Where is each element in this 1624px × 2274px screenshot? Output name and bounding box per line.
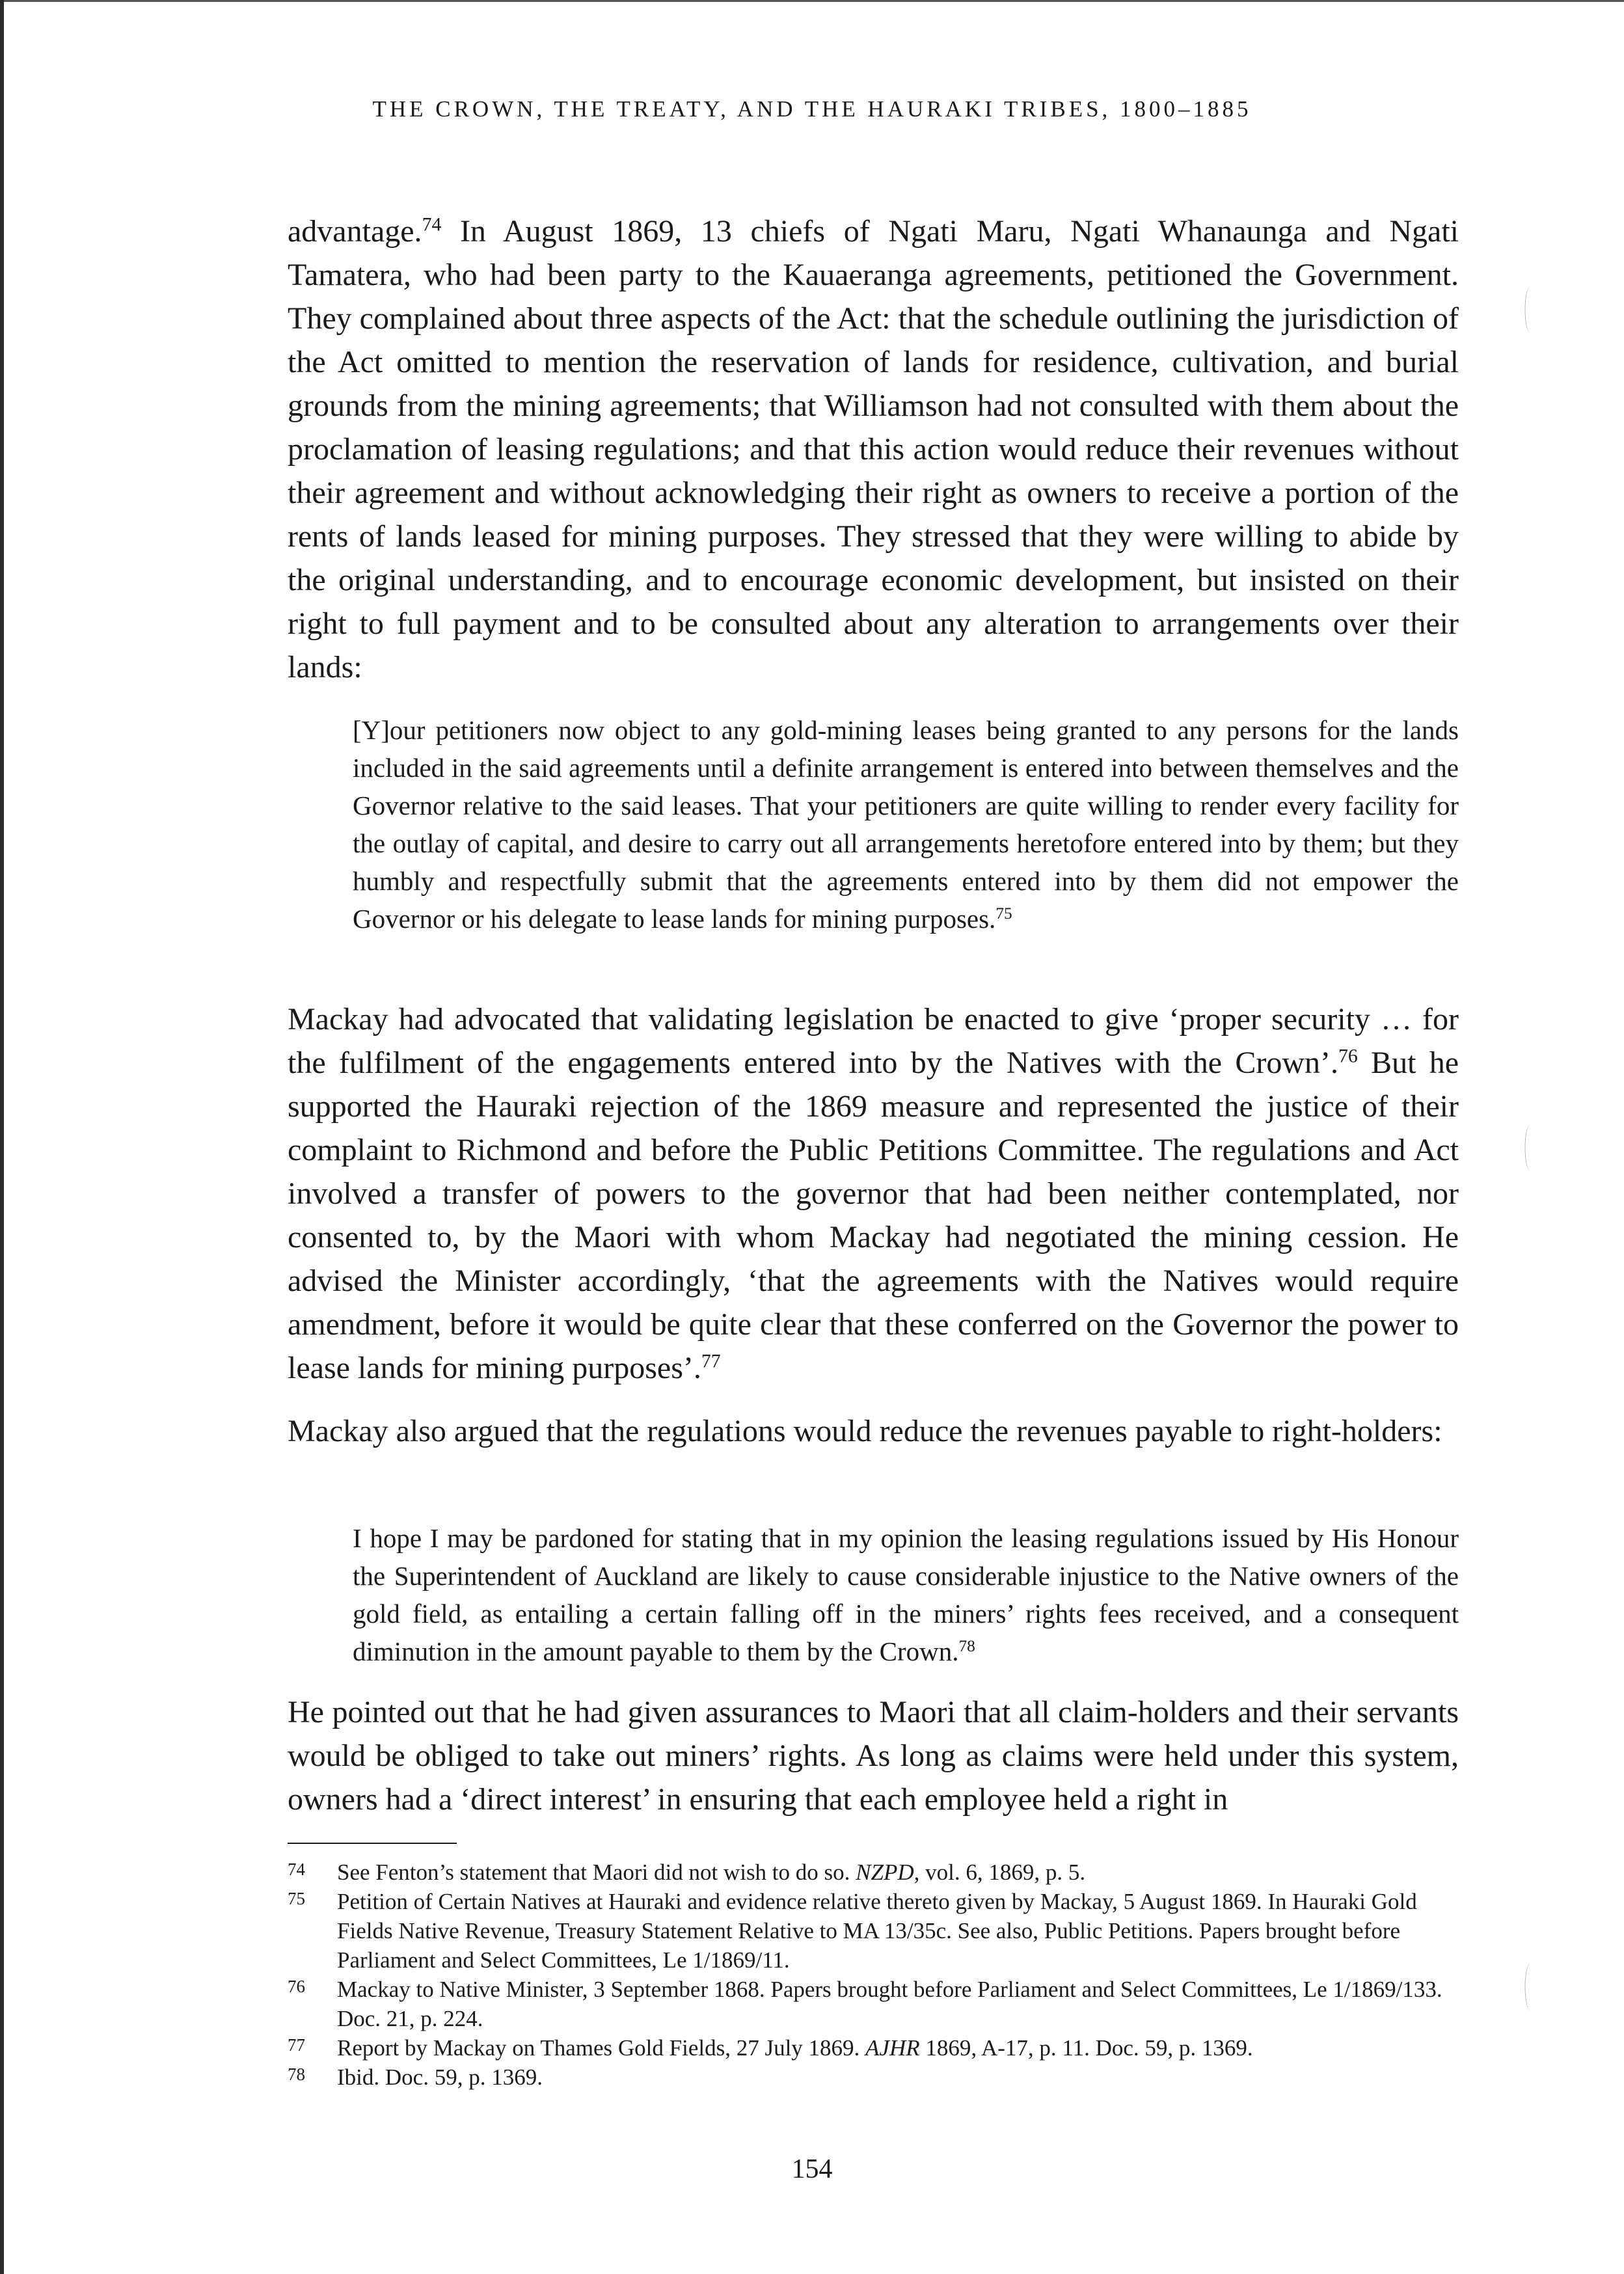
footnote-text: Mackay to Native Minister, 3 September 1868. Papers brought before Parliament and Select Committees, Le 1/1869/133. Doc. 21, p. 224. [337,1977,1442,2031]
margin-binding-mark [1525,1964,1536,2010]
margin-binding-mark [1525,286,1536,333]
footnote-text: Ibid. Doc. 59, p. 1369. [337,2064,543,2090]
footnote-number: 78 [288,2064,305,2084]
paragraph-1-start: advantage. [288,214,422,249]
footnote-74 [288,1858,1459,1887]
block-quote-petition-text: [Y]our petitioners now object to any gold-mining leases being granted to any persons for the lands included in the said agreements until a definite arrangement is entered into between themselves and the Governor relative to the said leases. That your petitioners are quite willing to render every facility for the outlay of capital, and desire to carry out all arrangements heretofore entered into by them; but they humbly and respectfully submit that the agreements entered into by them did not empower the Governor or his delegate to lease lands for mining purposes. [353,715,1459,934]
footnote-ref-75[interactable]: 75 [995,904,1012,923]
footnote-77 [288,2033,1459,2063]
paragraph-4: He pointed out that he had given assurances to Maori that all claim-holders and their servants would be obliged to take out miners’ rights. As long as claims were held under this system, owners had a ‘direct interest’ in ensuring that each employee held a right in [288,1695,1459,1817]
footnote-76 [288,1975,1459,2033]
paragraph-2-start: Mackay had advocated that validating legislation be enacted to give ‘proper security … for the fulfilment of the engagements entered into by the Natives with the Crown’. [288,1002,1459,1080]
footnote-ref-77[interactable]: 77 [701,1350,721,1372]
page-top-edge [0,0,1624,2]
running-head: THE CROWN, THE TREATY, AND THE HAURAKI TRIBES, 1800–1885 [372,96,1252,122]
paragraph-1-rest: In August 1869, 13 chiefs of Ngati Maru, Ngati Whanaunga and Ngati Tamatera, who had been party to the Kauaeranga agreements, petitioned the Government. They complained about three aspects of the Act: that the schedule outlining the jurisdiction of the Act omitted to mention the reservation of lands for residence, cultivation, and burial grounds from the mining agreements; that Williamson had not consulted with them about the proclamation of leasing regulations; and that this action would reduce their revenues without their agreement and without acknowledging their right as owners to receive a portion of the rents of lands leased for mining purposes. They stressed that they were willing to abide by the original understanding, and to encourage economic development, but insisted on their right to full payment and to be consulted about any alteration to arrangements over their lands: [288,214,1459,684]
footnote-rule [288,1843,457,1844]
footnote-ref-76[interactable]: 76 [1338,1045,1358,1067]
block-quote-mackay-text: I hope I may be pardoned for stating that in my opinion the leasing regulations issued by His Honour the Superintendent of Auckland are likely to cause considerable injustice to the Native owners of the gold field, as entailing a certain falling off in the miners’ rights fees received, and a consequent diminution in the amount payable to them by the Crown. [353,1523,1459,1666]
block-quote-petition [353,711,1459,938]
footnote-number: 74 [288,1860,305,1879]
footnote-number: 76 [288,1977,305,1996]
footnote-number: 77 [288,2035,305,2055]
footnotes [288,1858,1459,2092]
footnote-text: See Fenton’s statement that Maori did not wish to do so. NZPD, vol. 6, 1869, p. 5. [337,1860,1086,1885]
margin-binding-mark [1525,1124,1536,1171]
footnote-75 [288,1887,1459,1975]
scan-left-edge [0,0,4,2274]
footnote-ref-78[interactable]: 78 [958,1637,975,1656]
paragraph-2-rest: But he supported the Hauraki rejection of the 1869 measure and represented the justice of their complaint to Richmond and before the Public Petitions Committee. The regulations and Act involved a transfer of powers to the governor that had been neither contemplated, nor consented to, by the Maori with whom Mackay had negotiated the mining cession. He advised the Minister accordingly, ‘that the agreements with the Natives would require amendment, before it would be quite clear that these conferred on the Governor the power to lease lands for mining purposes’. [288,1046,1459,1385]
footnote-ref-74[interactable]: 74 [422,213,442,236]
footnote-number: 75 [288,1889,305,1908]
paragraph-2 [288,997,1459,1390]
block-quote-mackay [353,1519,1459,1670]
paragraph-3: Mackay also argued that the regulations would reduce the revenues payable to right-holders: [288,1414,1442,1448]
footnote-text: Report by Mackay on Thames Gold Fields, 27 July 1869. AJHR 1869, A-17, p. 11. Doc. 59, p. 1369. [337,2035,1253,2061]
paragraph-1 [288,210,1459,689]
footnote-78 [288,2063,1459,2092]
footnote-text: Petition of Certain Natives at Hauraki and evidence relative thereto given by Mackay, 5 August 1869. In Hauraki Gold Fields Native Revenue, Treasury Statement Relative to MA 13/35c. See also, Public Petitions. Papers brought before Parliament and Select Committees, Le 1/1869/11. [337,1889,1417,1973]
page-number: 154 [791,2154,833,2184]
